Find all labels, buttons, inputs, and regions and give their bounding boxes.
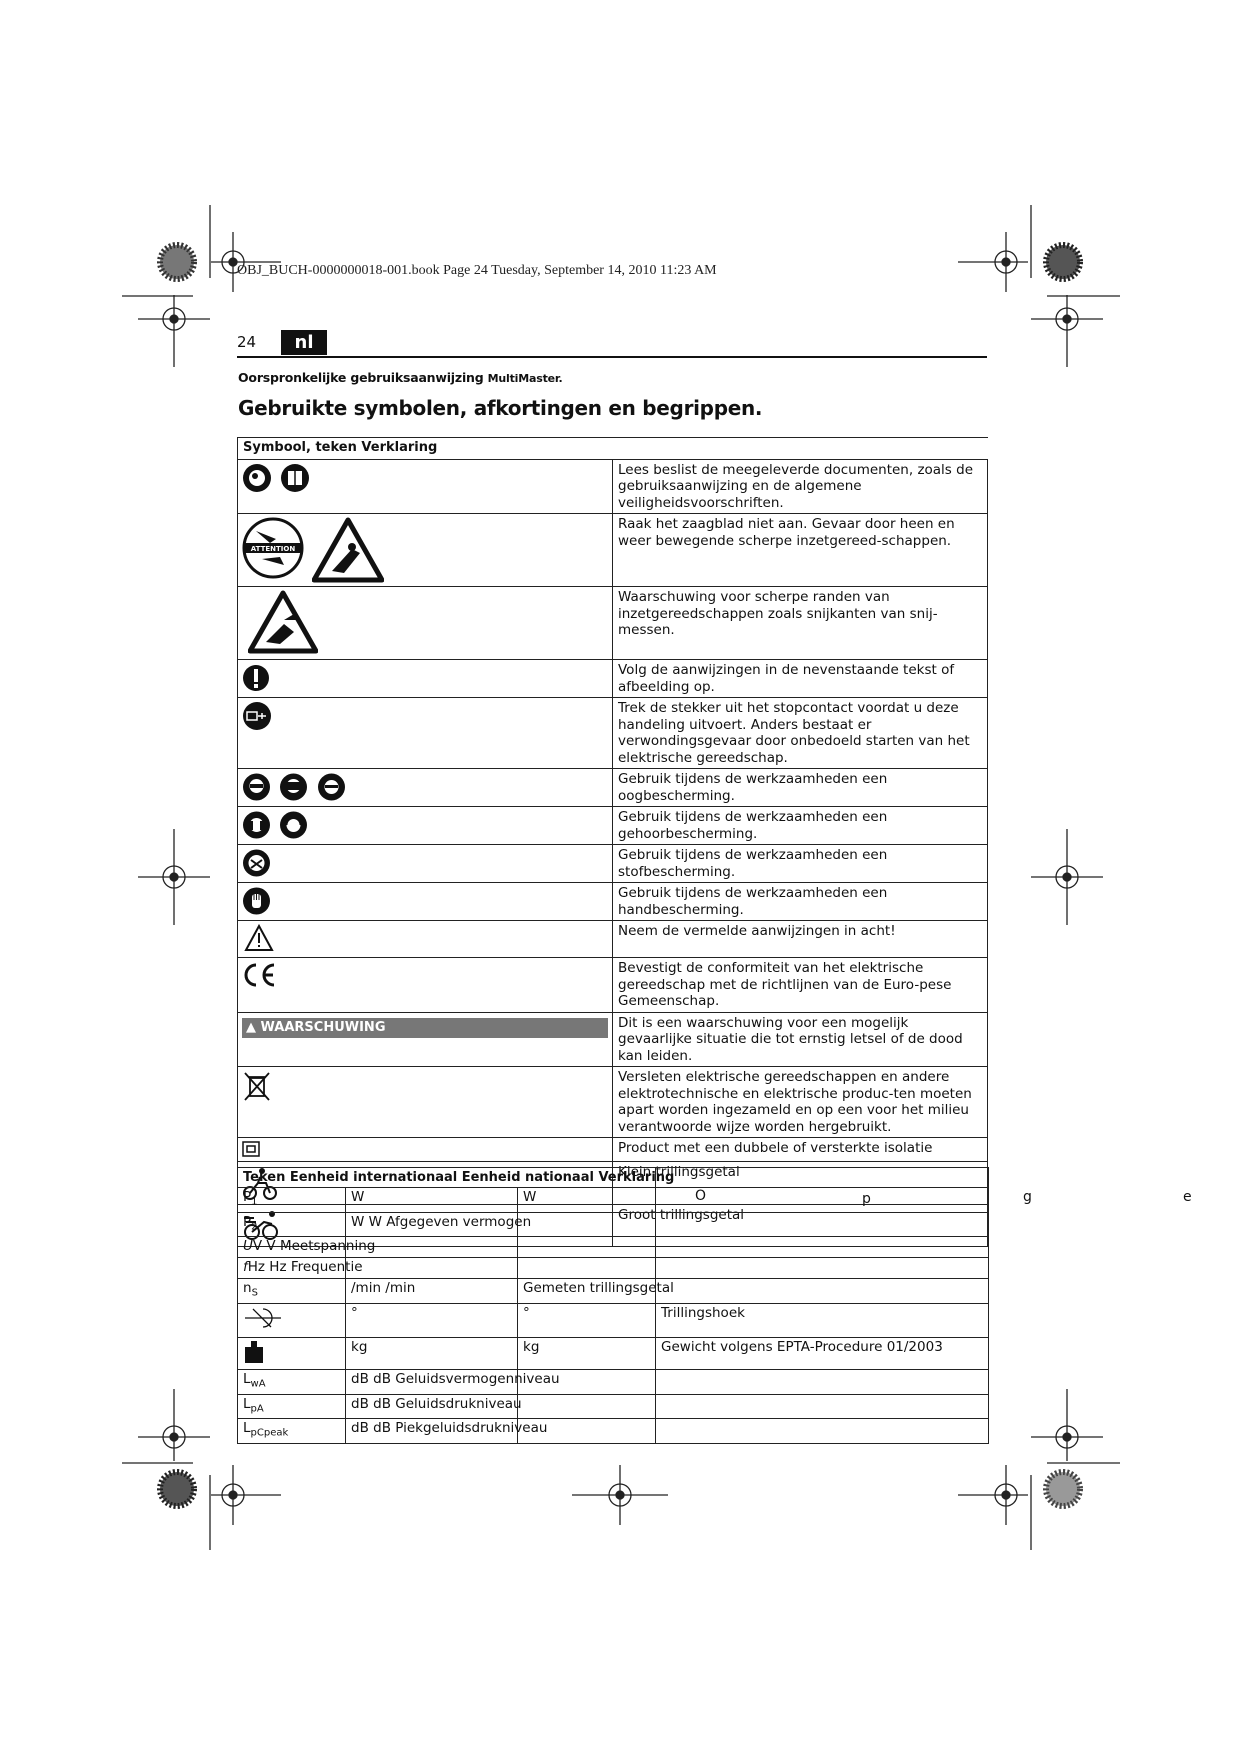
- table-row: [238, 769, 988, 807]
- unit-national-cell: W: [518, 1188, 656, 1213]
- language-tab: nl: [281, 330, 327, 355]
- sign-cell: $L_{pCpeak}$: [238, 1419, 346, 1444]
- unit-national-cell: [518, 1237, 656, 1258]
- row-text: Dit is een waarschuwing voor een mogelijk gevaarlijke situatie die tot ernstig letsel of de dood kan leiden.: [613, 1012, 988, 1067]
- table-row: [238, 1419, 989, 1444]
- unit-national-cell: Gemeten trillingsgetal: [518, 1279, 656, 1304]
- row-text: Gebruik tijdens de werkzaamheden een oogbescherming.: [613, 769, 988, 807]
- exclamation-icon: [238, 660, 613, 698]
- sign-cell: UV V Meetspanning: [238, 1237, 346, 1258]
- row-text: Waarschuwing voor scherpe randen van inzetgereedschappen zoals snijkanten van snij-messen.: [613, 587, 988, 660]
- stray-char: p: [862, 1191, 871, 1207]
- table-row: [238, 1258, 989, 1279]
- row-text: Versleten elektrische gereedschappen en andere elektrotechnische en elektrische produc-ten moeten apart worden ingezameld en op een voor het milieu verantwoorde wijze worden hergebruikt.: [613, 1067, 988, 1138]
- attention-badge: ATTENTION: [250, 545, 296, 553]
- sign-cell: $P_2$: [238, 1212, 346, 1237]
- unit-cell: W W Afgegeven vermogen: [346, 1212, 518, 1237]
- row-text: Bevestigt de conformiteit van het elektrische gereedschap met de richtlijnen van de Euro-pese Gemeenschap.: [613, 958, 988, 1013]
- weight-icon: [238, 1338, 346, 1370]
- table-row: [238, 698, 988, 769]
- table-row: [238, 459, 988, 514]
- warning-triangle-icon: [238, 921, 613, 958]
- warning-label-icon: ▲ WAARSCHUWING: [238, 1012, 613, 1067]
- attention-saw-blade-icon: [238, 514, 613, 587]
- dust-mask-icon: [238, 845, 613, 883]
- units-header-blank: [656, 1168, 989, 1188]
- sign-cell: fHz Hz Frequentie: [238, 1258, 346, 1279]
- unit-cell: W: [346, 1188, 518, 1213]
- explanation-cell: Gewicht volgens EPTA-Procedure 01/2003: [656, 1338, 989, 1370]
- crossed-bin-icon: [238, 1067, 613, 1138]
- glove-icon: [238, 883, 613, 921]
- row-text: Product met een dubbele of versterkte isolatie: [613, 1138, 988, 1162]
- sign-cell: $P_1$: [238, 1188, 346, 1213]
- table-row: [238, 1370, 989, 1395]
- sign-cell: $n_S$: [238, 1279, 346, 1304]
- explanation-cell: Trillingshoek: [656, 1304, 989, 1338]
- table-row: [238, 1188, 989, 1213]
- table-row: [238, 845, 988, 883]
- unit-cell: dB dB Geluidsdrukniveau: [346, 1394, 518, 1419]
- symbols-table: [237, 437, 988, 1247]
- page-number: 24: [237, 333, 257, 351]
- explanation-cell: [656, 1419, 989, 1444]
- table-row: [238, 1338, 989, 1370]
- hearing-protection-icon: [238, 807, 613, 845]
- units-table: [237, 1167, 989, 1444]
- warning-badge-label: WAARSCHUWING: [260, 1019, 386, 1035]
- unit-cell: kg: [346, 1338, 518, 1370]
- explanation-cell: [656, 1370, 989, 1395]
- row-text: Gebruik tijdens de werkzaamheden een gehoorbescherming.: [613, 807, 988, 845]
- angle-icon: [238, 1304, 346, 1338]
- explanation-cell: [656, 1237, 989, 1258]
- explanation-cell: [656, 1258, 989, 1279]
- table-row: [238, 1067, 988, 1138]
- explanation-cell: [656, 1394, 989, 1419]
- explanation-cell: [656, 1279, 989, 1304]
- document-subtitle: [238, 370, 563, 385]
- read-manual-icon: [238, 459, 613, 514]
- book-file-line: OBJ_BUCH-0000000018-001.book Page 24 Tuesday, September 14, 2010 11:23 AM: [237, 263, 717, 278]
- stray-char: g: [1023, 1189, 1032, 1205]
- unit-cell: /min /min: [346, 1279, 518, 1304]
- stray-char: O: [695, 1188, 707, 1204]
- header-blank: [613, 438, 988, 460]
- row-text: Klein trillingsgetal: [613, 1161, 988, 1204]
- row-text: Gebruik tijdens de werkzaamheden een stofbescherming.: [613, 845, 988, 883]
- units-header-text: Teken Eenheid internationaal Eenheid nationaal Verklaring: [238, 1168, 656, 1188]
- explanation-cell: [656, 1212, 989, 1237]
- unit-national-cell: °: [518, 1304, 656, 1338]
- row-text: Trek de stekker uit het stopcontact voordat u deze handeling uitvoert. Anders bestaat er verwondingsgevaar door onbedoeld starten van het elektrische gereedschap.: [613, 698, 988, 769]
- row-text: Groot trillingsgetal: [613, 1204, 988, 1246]
- table-row: [238, 1212, 989, 1237]
- unit-cell: dB dB Piekgeluidsdrukniveau: [346, 1419, 518, 1444]
- row-text: Volg de aanwijzingen in de nevenstaande tekst of afbeelding op.: [613, 660, 988, 698]
- table-row: [238, 660, 988, 698]
- table-row: [238, 1138, 988, 1162]
- header-symbol: Symbool, teken Verklaring: [238, 438, 613, 460]
- symbols-table-header: [238, 438, 988, 460]
- row-text: Lees beslist de meegeleverde documenten, zoals de gebruiksaanwijzing en de algemene veiligheidsvoorschriften.: [613, 459, 988, 514]
- table-row: [238, 1279, 989, 1304]
- ce-mark-icon: [238, 958, 613, 1013]
- eye-protection-icon: [238, 769, 613, 807]
- header-rule: [237, 356, 987, 358]
- sign-cell: $L_{pA}$: [238, 1394, 346, 1419]
- unit-national-cell: [518, 1212, 656, 1237]
- unit-national-cell: kg: [518, 1338, 656, 1370]
- row-text: Gebruik tijdens de werkzaamheden een handbescherming.: [613, 883, 988, 921]
- unit-cell: [346, 1258, 518, 1279]
- table-row: [238, 921, 988, 958]
- sign-cell: $L_{wA}$: [238, 1370, 346, 1395]
- row-text: Raak het zaagblad niet aan. Gevaar door heen en weer bewegende scherpe inzetgereed-schappen.: [613, 514, 988, 587]
- table-row: [238, 514, 988, 587]
- table-row: [238, 883, 988, 921]
- table-row: [238, 1394, 989, 1419]
- row-text: Neem de vermelde aanwijzingen in acht!: [613, 921, 988, 958]
- table-row: [238, 1237, 989, 1258]
- unit-cell: °: [346, 1304, 518, 1338]
- unit-national-cell: [518, 1394, 656, 1419]
- unit-cell: dB dB Geluidsvermogenniveau: [346, 1370, 518, 1395]
- table-row: [238, 1304, 989, 1338]
- stray-char: e: [1183, 1189, 1192, 1205]
- subtitle-text: Oorspronkelijke gebruiksaanwijzing: [238, 370, 484, 385]
- table-row: [238, 807, 988, 845]
- double-insulation-icon: [238, 1138, 613, 1162]
- table-row: [238, 1012, 988, 1067]
- unplug-icon: [238, 698, 613, 769]
- sharp-edges-warning-icon: [238, 587, 613, 660]
- subtitle-product: MultiMaster.: [487, 372, 563, 385]
- units-table-header: [238, 1168, 989, 1188]
- table-row: [238, 587, 988, 660]
- table-row: [238, 958, 988, 1013]
- unit-national-cell: [518, 1258, 656, 1279]
- page-title: Gebruikte symbolen, afkortingen en begrippen.: [238, 396, 763, 420]
